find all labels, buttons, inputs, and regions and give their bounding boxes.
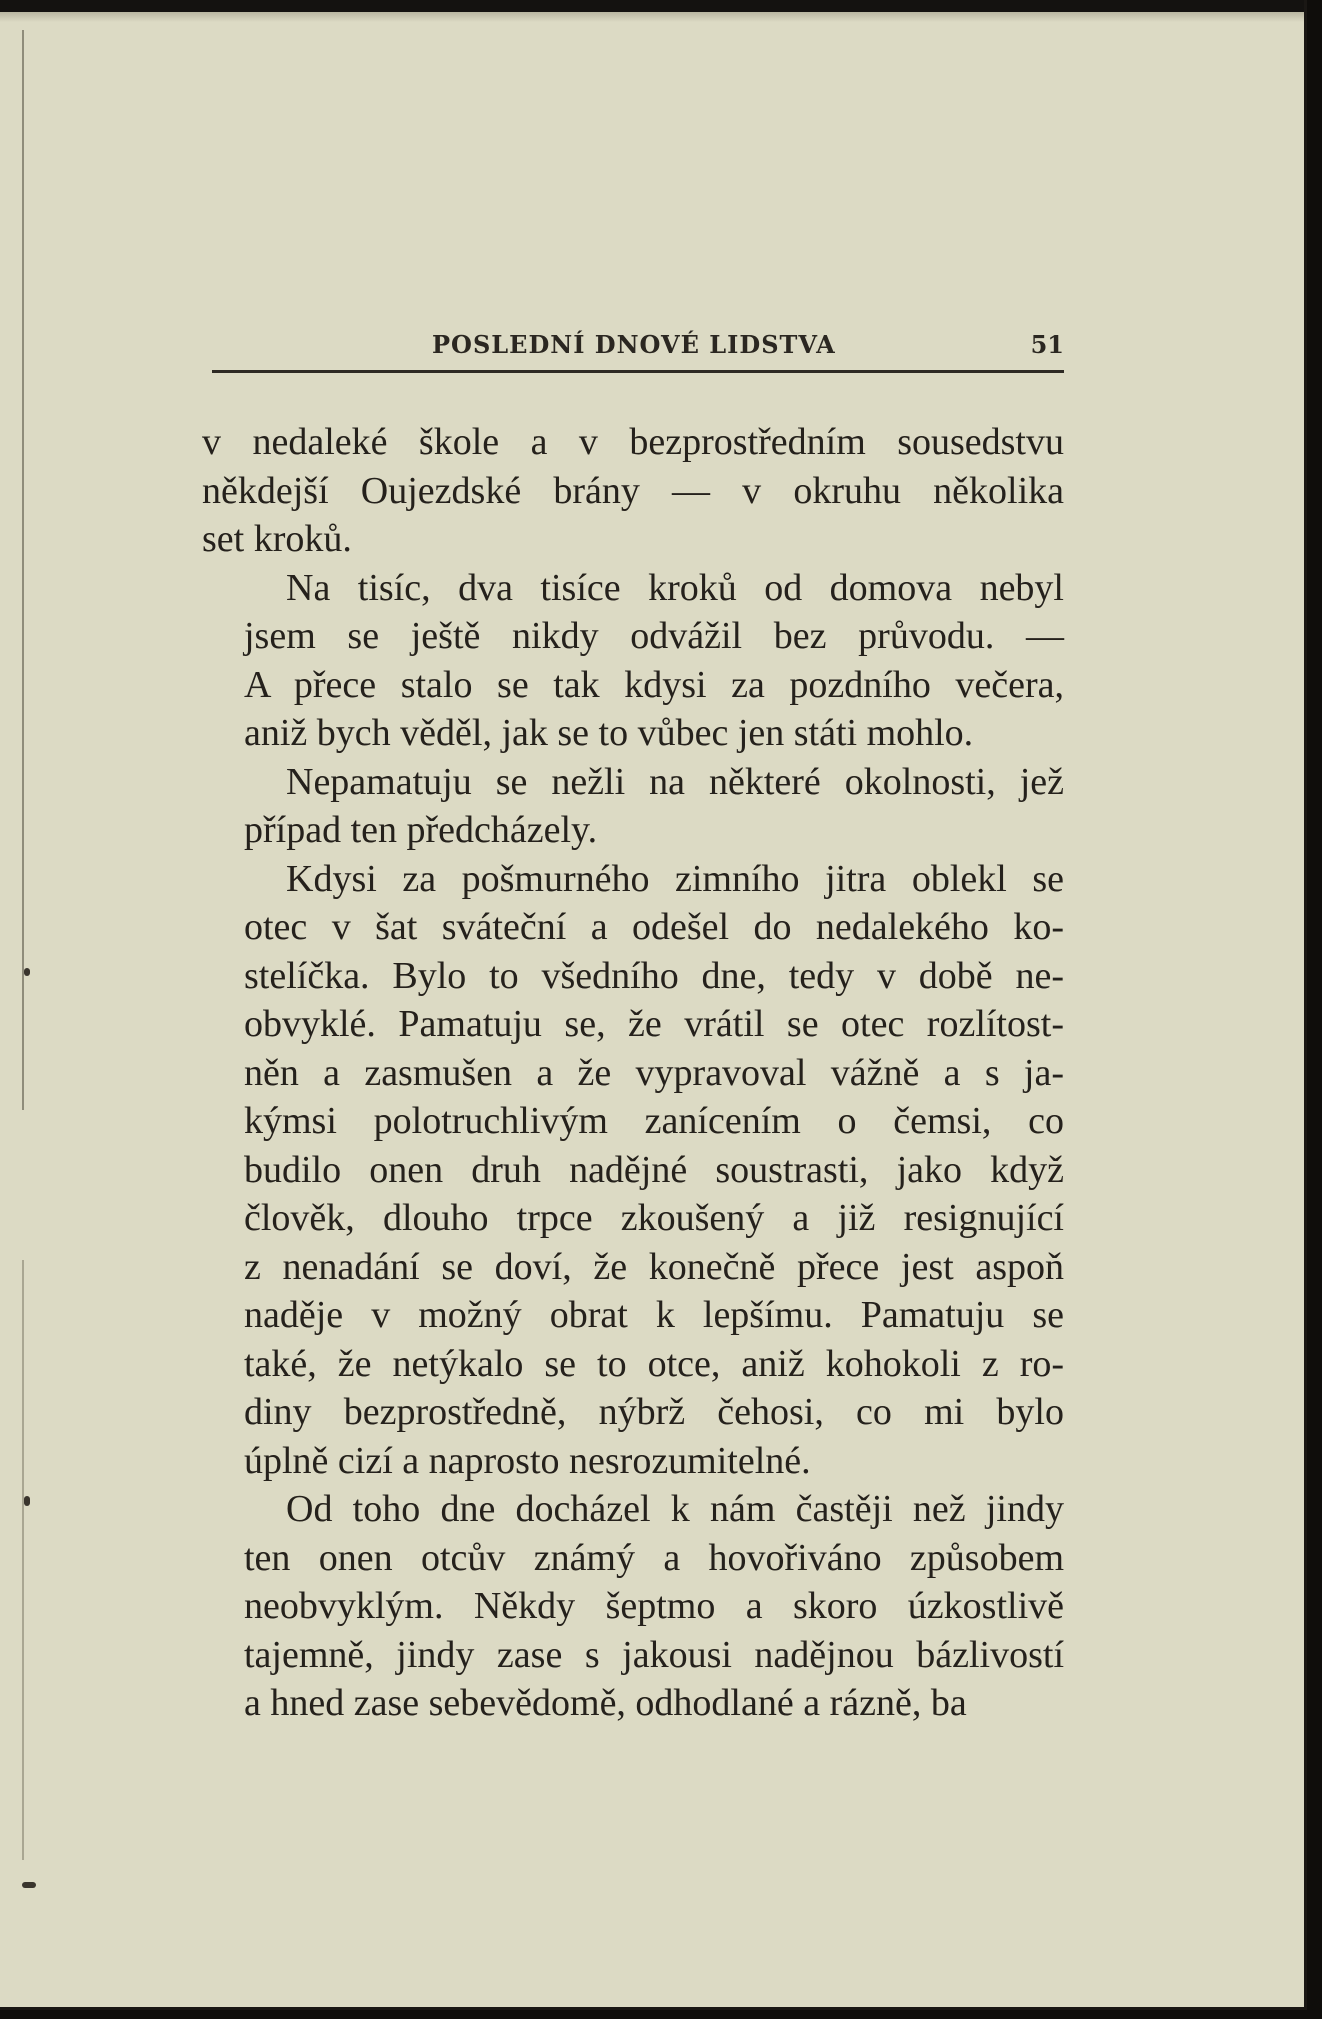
margin-speck [22,1882,36,1888]
paragraph [202,564,1064,758]
text-line: budilo onen druh nadějné soustrasti, jako když [244,1148,1064,1191]
paragraph [202,418,1064,564]
text-line: něn a zasmušen a že vypravoval vážně a s ja- [244,1051,1064,1094]
page-top-shadow [0,12,1304,22]
text-line: ten onen otcův známý a hovořiváno způsobem [244,1536,1064,1579]
margin-speck [24,1496,30,1506]
binding-gutter-line [22,30,24,1110]
text-line: Nepamatuju se nežli na některé okolnosti, jež [286,760,1064,803]
margin-speck [24,968,30,976]
paragraph [202,1485,1064,1728]
page-top-edge [0,0,1304,12]
text-line: A přece stalo se tak kdysi za pozdního večera, [244,663,1064,706]
text-line: tajemně, jindy zase s jakousi nadějnou bázlivostí [244,1633,1064,1676]
running-head-title: POSLEDNÍ DNOVÉ LIDSTVA [432,330,836,359]
text-line: Kdysi za pošmurného zimního jitra oblekl se [286,857,1064,900]
text-line: diny bezprostředně, nýbrž čehosi, co mi bylo [244,1391,1064,1433]
text-line: Od toho dne docházel k nám častěji než jindy [286,1488,1064,1530]
text-line: Na tisíc, dva tisíce kroků od domova nebyl [286,566,1064,609]
text-line: otec v šat sváteční a odešel do nedalekého ko- [244,906,1064,948]
text-line: někdejší Oujezdské brány — v okruhu několika [202,469,1064,512]
text-line: kýmsi polotruchlivým zanícením o čemsi, co [244,1100,1064,1142]
text-line: naděje v možný obrat k lepšímu. Pamatuju se [244,1294,1064,1336]
text-line: z nenadání se doví, že konečně přece jest aspoň [244,1245,1064,1288]
text-line: případ ten předcházely. [244,809,598,851]
binding-gutter-line-lower [22,1260,24,1860]
running-head [212,322,1064,373]
text-line: neobvyklým. Někdy šeptmo a skoro úzkostlivě [244,1585,1064,1627]
text-line: obvyklé. Pamatuju se, že vrátil se otec rozlítost- [244,1003,1064,1045]
text-line: aniž bych věděl, jak se to vůbec jen státi mohlo. [244,712,974,754]
text-line: a hned zase sebevědomě, odhodlané a rázně, ba [244,1682,967,1724]
text-line: úplně cizí a naprosto nesrozumitelné. [244,1439,811,1482]
page-number: 51 [1030,330,1064,359]
text-line: set kroků. [202,518,352,560]
text-line: také, že netýkalo se to otce, aniž kohokoli z ro- [244,1342,1064,1385]
paragraph [202,855,1064,1486]
body-text [202,418,1064,1728]
text-line: v nedaleké škole a v bezprostředním sousedstvu [202,421,1064,463]
text-line: stelíčka. Bylo to všedního dne, tedy v době ne- [244,954,1064,997]
paragraph [202,758,1064,855]
text-line: člověk, dlouho trpce zkoušený a již resignující [244,1197,1064,1239]
text-line: jsem se ještě nikdy odvážil bez průvodu. — [244,615,1064,657]
